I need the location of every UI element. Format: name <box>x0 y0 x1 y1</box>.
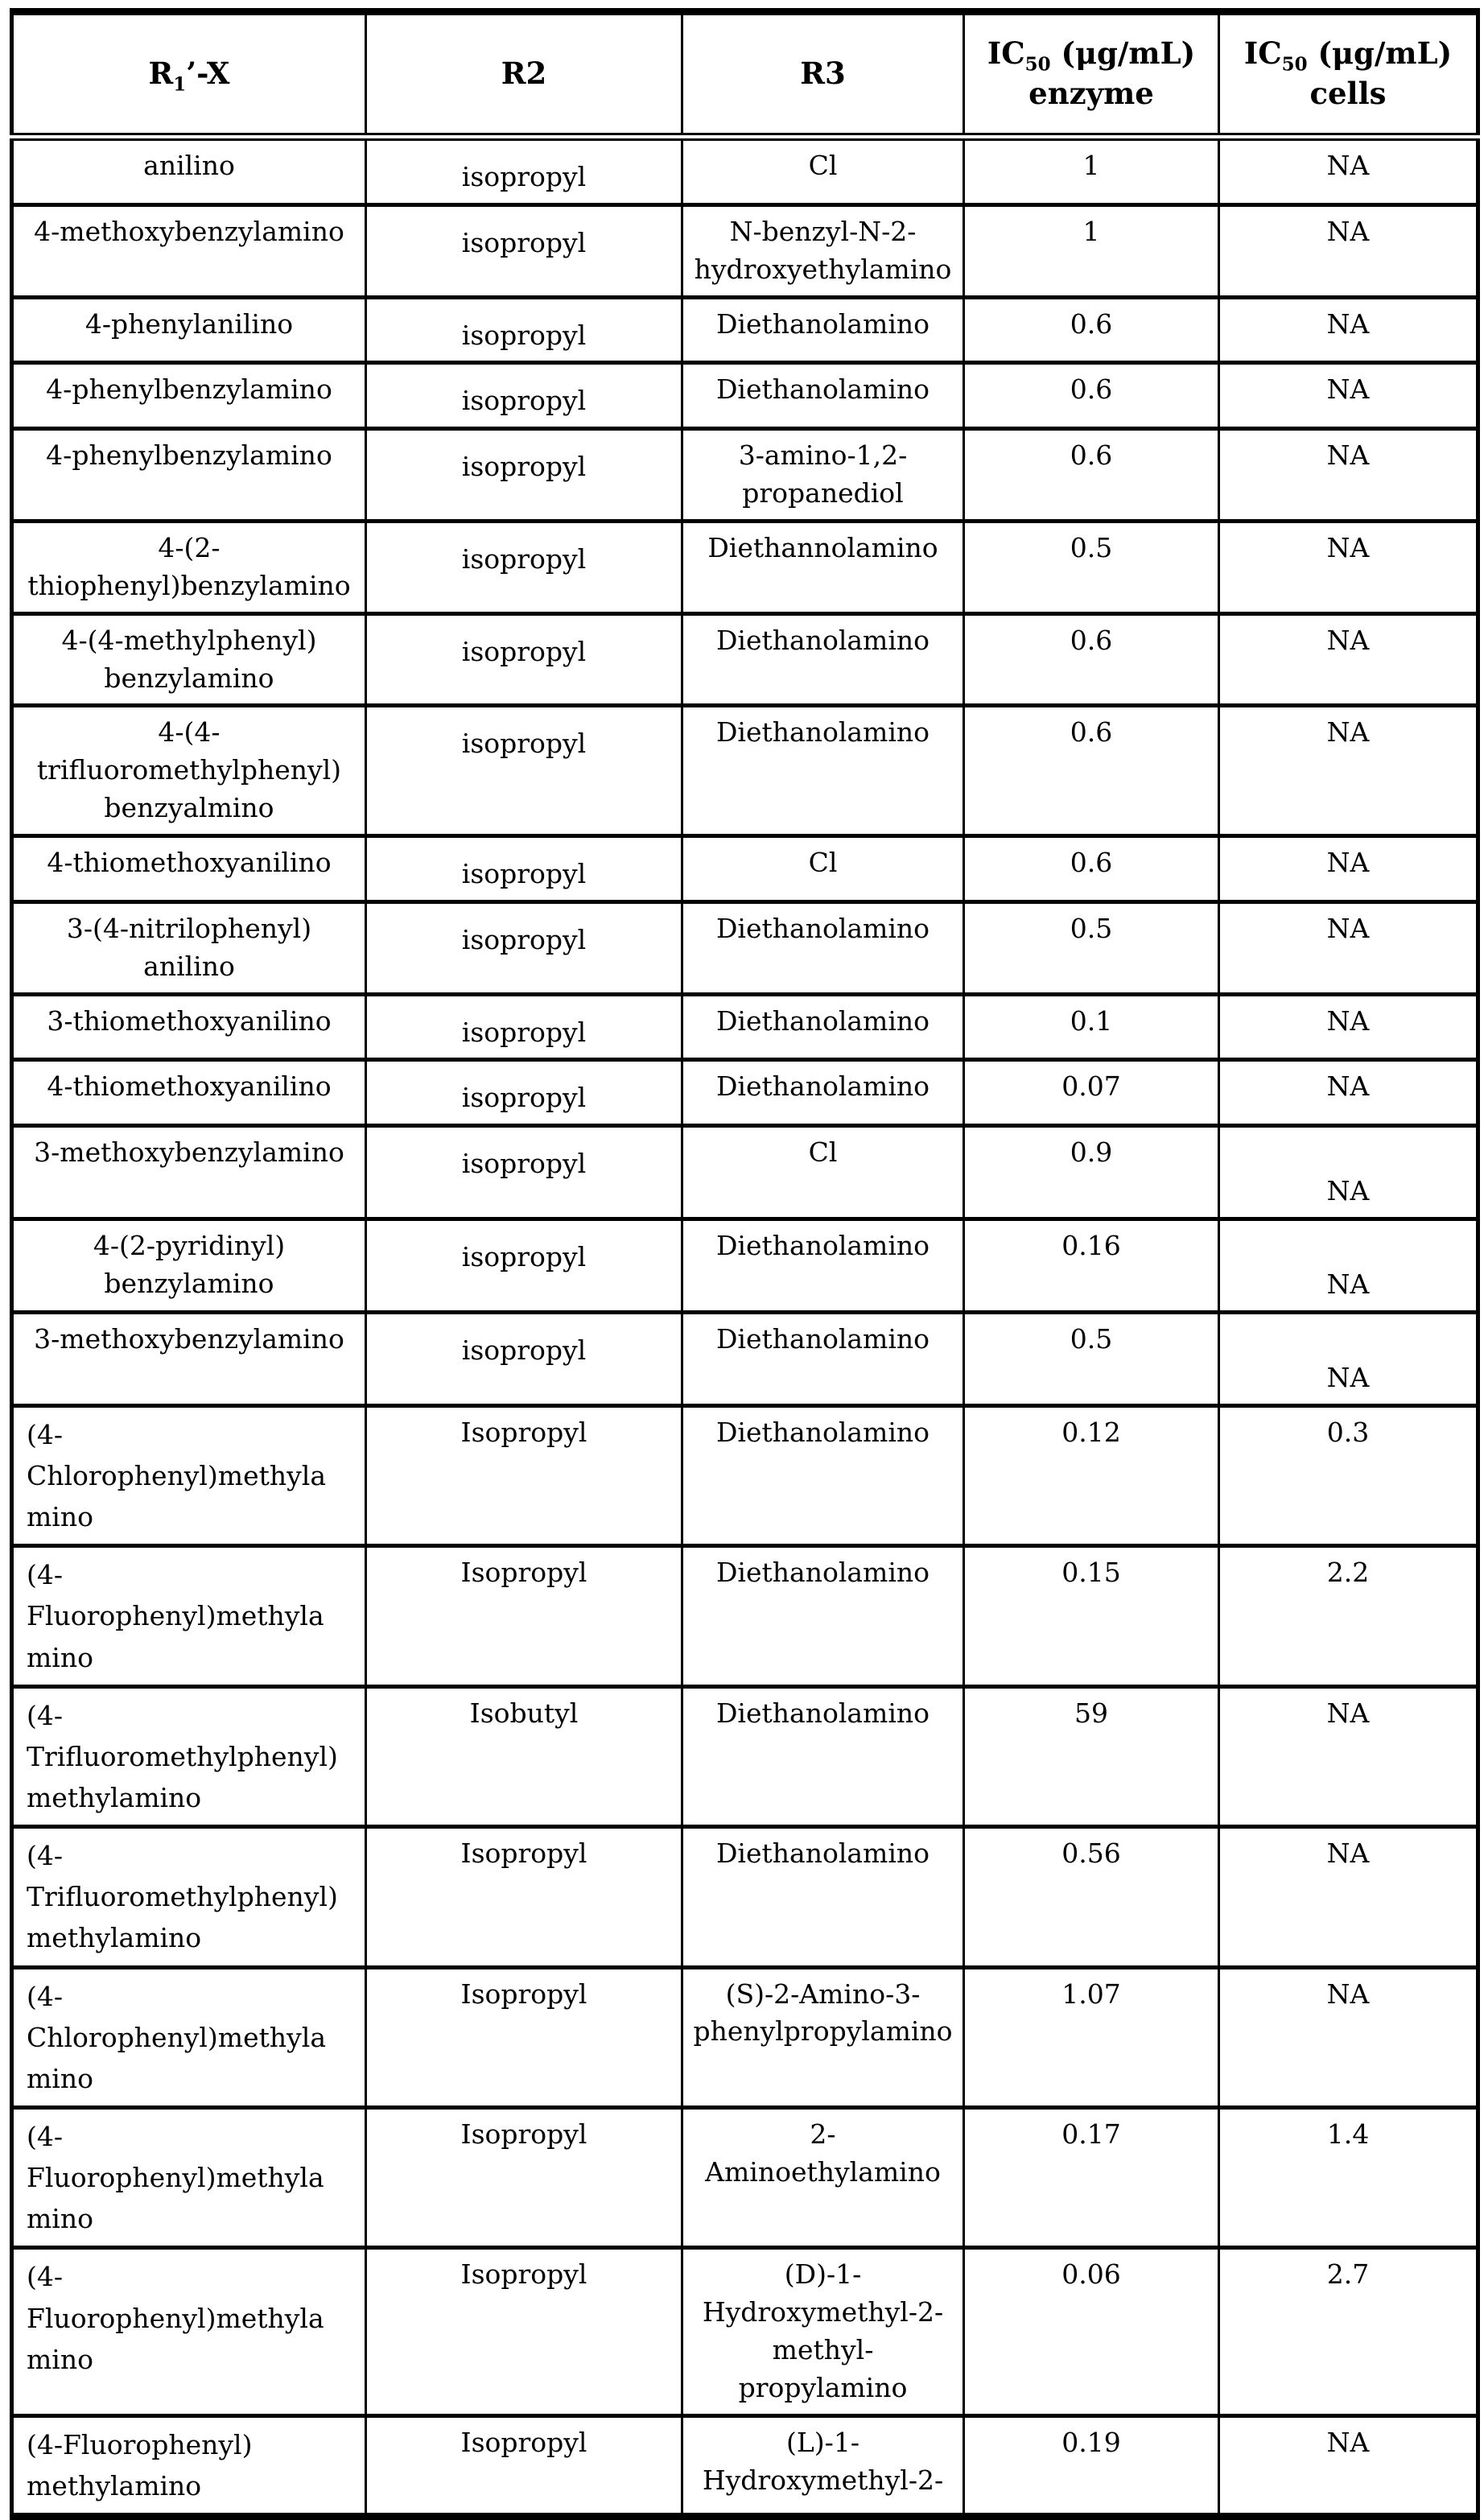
cell-r3 <box>682 994 964 1060</box>
cell-ic50-enzyme: 0.6 <box>964 836 1219 902</box>
cell-r1x <box>12 1313 366 1406</box>
cell-ic50-cells: NA <box>1219 1219 1478 1313</box>
cell-r1x <box>12 1967 366 2107</box>
r3-line: (L)-1- <box>786 2426 859 2458</box>
cell-ic50-enzyme: 0.07 <box>964 1060 1219 1126</box>
cell-r1x <box>12 901 366 994</box>
header-row <box>12 12 1478 138</box>
r1x-line: Trifluoromethylphenyl) <box>27 1881 338 1913</box>
column-header-r1x <box>12 12 366 138</box>
cell-r3 <box>682 204 964 297</box>
cell-ic50-enzyme: 0.5 <box>964 522 1219 614</box>
document-page <box>0 8 1484 2502</box>
table-row <box>12 297 1478 363</box>
table-row <box>12 204 1478 297</box>
table-row <box>12 429 1478 522</box>
table-row <box>12 522 1478 614</box>
cell-ic50-cells: NA <box>1219 363 1478 429</box>
r1x-line: 3-(4-nitrilophenyl) <box>66 912 312 944</box>
column-header-r3 <box>682 12 964 138</box>
r1x-line: thiophenyl)benzylamino <box>27 569 351 601</box>
cell-r2: isopropyl <box>366 836 682 902</box>
cell-ic50-enzyme: 0.6 <box>964 429 1219 522</box>
cell-r3 <box>682 1405 964 1545</box>
cell-r2: isopropyl <box>366 994 682 1060</box>
cell-ic50-cells: 2.2 <box>1219 1546 1478 1686</box>
r1x-line: (4- <box>27 2261 64 2293</box>
cell-r1x <box>12 2108 366 2248</box>
cell-ic50-enzyme: 59 <box>964 1686 1219 1826</box>
r1x-line: Chlorophenyl)methyla <box>27 2021 327 2053</box>
cell-r2: isopropyl <box>366 297 682 363</box>
cell-ic50-cells: NA <box>1219 522 1478 614</box>
r1x-line: Chlorophenyl)methyla <box>27 1460 327 1492</box>
cell-r1x <box>12 137 366 204</box>
r3-line: Diethanolamino <box>715 307 930 340</box>
cell-r1x <box>12 994 366 1060</box>
r1x-line: 4-thiomethoxyanilino <box>47 1070 332 1103</box>
cell-ic50-enzyme: 0.17 <box>964 2108 1219 2248</box>
r1x-line: 4-(4- <box>158 716 221 749</box>
r1x-line: (4- <box>27 1980 64 2012</box>
r3-line: Diethanolamino <box>715 716 930 749</box>
r1x-line: 3-methoxybenzylamino <box>34 1136 344 1169</box>
table-row <box>12 994 1478 1060</box>
table-row <box>12 2108 1478 2248</box>
cell-r1x <box>12 2248 366 2415</box>
cell-r2: Isobutyl <box>366 1686 682 1826</box>
cell-ic50-cells: NA <box>1219 2415 1478 2516</box>
cell-r2: isopropyl <box>366 137 682 204</box>
r1x-line: trifluoromethylphenyl) <box>36 754 342 786</box>
cell-ic50-cells: NA <box>1219 1313 1478 1406</box>
r1x-line: benzylamino <box>104 1268 274 1300</box>
table-row <box>12 1060 1478 1126</box>
cell-ic50-enzyme: 1.07 <box>964 1967 1219 2107</box>
cell-r2: isopropyl <box>366 901 682 994</box>
cell-r2: isopropyl <box>366 429 682 522</box>
cell-r3 <box>682 901 964 994</box>
r3-line: Hydroxymethyl-2- <box>702 2296 944 2328</box>
r1x-line: Fluorophenyl)methyla <box>27 1600 324 1632</box>
cell-r2: Isopropyl <box>366 1405 682 1545</box>
r1x-line: Fluorophenyl)methyla <box>27 2162 324 2194</box>
cell-ic50-cells: NA <box>1219 297 1478 363</box>
table-row <box>12 1827 1478 1967</box>
r3-line: 3-amino-1,2- <box>738 439 908 472</box>
cell-ic50-enzyme: 0.6 <box>964 297 1219 363</box>
cell-r3 <box>682 706 964 836</box>
r1x-line: (4- <box>27 1840 64 1872</box>
column-header-ic50-cells <box>1219 12 1478 138</box>
r1x-line: mino <box>27 1501 93 1533</box>
r1x-line: mino <box>27 2203 93 2235</box>
cell-r1x <box>12 1219 366 1313</box>
table-header <box>12 12 1478 138</box>
subscript: 1 <box>173 73 187 96</box>
cell-ic50-enzyme: 0.5 <box>964 901 1219 994</box>
cell-r1x <box>12 1686 366 1826</box>
cell-ic50-cells: 1.4 <box>1219 2108 1478 2248</box>
table-row <box>12 613 1478 706</box>
r1x-line: Fluorophenyl)methyla <box>27 2302 324 2334</box>
table-row <box>12 1546 1478 1686</box>
cell-ic50-cells: NA <box>1219 1967 1478 2107</box>
column-header-r2 <box>366 12 682 138</box>
r3-line: hydroxyethylamino <box>694 253 952 285</box>
cell-ic50-cells: NA <box>1219 1126 1478 1219</box>
cell-r3 <box>682 1060 964 1126</box>
cell-r1x <box>12 613 366 706</box>
cell-ic50-enzyme: 0.56 <box>964 1827 1219 1967</box>
r1x-line: 4-phenylbenzylamino <box>46 439 332 472</box>
cell-ic50-enzyme: 0.15 <box>964 1546 1219 1686</box>
cell-r3 <box>682 1827 964 1967</box>
cell-ic50-enzyme: 0.16 <box>964 1219 1219 1313</box>
table-row <box>12 836 1478 902</box>
cell-r2: isopropyl <box>366 706 682 836</box>
cell-ic50-cells: NA <box>1219 204 1478 297</box>
table-row <box>12 1405 1478 1545</box>
cell-ic50-cells: NA <box>1219 1827 1478 1967</box>
cell-r2: isopropyl <box>366 1060 682 1126</box>
table-row <box>12 706 1478 836</box>
cell-r3 <box>682 1313 964 1406</box>
cell-r3 <box>682 363 964 429</box>
table-row <box>12 1967 1478 2107</box>
r1x-line: (4- <box>27 1559 64 1591</box>
cell-ic50-enzyme: 0.06 <box>964 2248 1219 2415</box>
cell-r1x <box>12 1126 366 1219</box>
cell-r1x <box>12 836 366 902</box>
r3-line: 2- <box>810 2118 836 2151</box>
r1x-line: anilino <box>143 950 235 982</box>
compound-table <box>10 8 1480 2520</box>
cell-r2: Isopropyl <box>366 1967 682 2107</box>
r1x-line: methylamino <box>27 1922 202 1954</box>
table-row <box>12 1126 1478 1219</box>
cell-r2: isopropyl <box>366 1219 682 1313</box>
r3-line: Diethannolamino <box>707 532 938 564</box>
r3-line: Cl <box>808 847 838 879</box>
r3-line: Diethanolamino <box>715 1323 930 1355</box>
header-r1x-label: $R_1’-X$ <box>148 56 230 96</box>
cell-ic50-enzyme: 1 <box>964 137 1219 204</box>
cell-r1x <box>12 706 366 836</box>
r3-line: Diethanolamino <box>715 1837 930 1870</box>
cell-r1x <box>12 204 366 297</box>
r1x-line: mino <box>27 2062 93 2094</box>
r3-line: Diethanolamino <box>715 1557 930 1589</box>
header-r2-label: R2 <box>501 56 547 92</box>
r1x-line: 4-(2- <box>158 532 221 564</box>
cell-r3 <box>682 1546 964 1686</box>
cell-ic50-cells: 0.3 <box>1219 1405 1478 1545</box>
r1x-line: 4-phenylanilino <box>85 307 294 340</box>
cell-r1x <box>12 429 366 522</box>
table-row <box>12 2415 1478 2516</box>
r3-line: Cl <box>808 150 838 181</box>
cell-r2: isopropyl <box>366 204 682 297</box>
r3-line: Hydroxymethyl-2- <box>702 2464 944 2496</box>
cell-r1x <box>12 522 366 614</box>
cell-r3 <box>682 2415 964 2516</box>
header-r3-label: R3 <box>800 56 846 92</box>
cell-ic50-cells: NA <box>1219 901 1478 994</box>
cell-r3 <box>682 137 964 204</box>
cell-r2: isopropyl <box>366 363 682 429</box>
cell-r2: isopropyl <box>366 522 682 614</box>
cell-r1x <box>12 2415 366 2516</box>
table-body <box>12 137 1478 2517</box>
cell-r1x <box>12 1405 366 1545</box>
r1x-line: Trifluoromethylphenyl) <box>27 1740 338 1772</box>
cell-ic50-enzyme: 0.19 <box>964 2415 1219 2516</box>
r1x-line: 3-thiomethoxyanilino <box>47 1004 332 1037</box>
r1x-line: anilino <box>143 150 235 181</box>
cell-r2: isopropyl <box>366 1313 682 1406</box>
cell-ic50-cells: NA <box>1219 1686 1478 1826</box>
r3-line: (D)-1- <box>784 2258 862 2291</box>
cell-ic50-enzyme: 0.12 <box>964 1405 1219 1545</box>
header-ic50-enzyme-label: $IC_{50}$ (μg/mL) <box>987 35 1196 76</box>
r3-line: Diethanolamino <box>715 1697 930 1729</box>
table-row <box>12 137 1478 204</box>
table-row <box>12 363 1478 429</box>
column-header-ic50-enzyme <box>964 12 1219 138</box>
cell-ic50-enzyme: 0.9 <box>964 1126 1219 1219</box>
cell-r3 <box>682 522 964 614</box>
cell-r3 <box>682 836 964 902</box>
subscript: 50 <box>1024 53 1051 76</box>
r1x-line: 3-methoxybenzylamino <box>34 1323 344 1355</box>
r3-line: Diethanolamino <box>715 1230 930 1262</box>
r1x-line: 4-methoxybenzylamino <box>34 215 344 247</box>
r1x-line: (4- <box>27 1418 64 1450</box>
r1x-line: (4-Fluorophenyl) <box>27 2428 253 2460</box>
cell-ic50-cells: NA <box>1219 613 1478 706</box>
cell-r1x <box>12 1060 366 1126</box>
cell-r3 <box>682 297 964 363</box>
table-row <box>12 1686 1478 1826</box>
r1x-line: benzyalmino <box>104 792 274 824</box>
cell-r2: Isopropyl <box>366 2415 682 2516</box>
r3-line: Aminoethylamino <box>705 2155 941 2188</box>
r3-line: propylamino <box>738 2372 908 2404</box>
table-row <box>12 1219 1478 1313</box>
cell-r1x <box>12 1546 366 1686</box>
table-row <box>12 1313 1478 1406</box>
cell-r3 <box>682 2248 964 2415</box>
table-row <box>12 901 1478 994</box>
cell-r3 <box>682 2108 964 2248</box>
r1x-line: mino <box>27 1641 93 1673</box>
cell-r2: Isopropyl <box>366 2108 682 2248</box>
cell-r3 <box>682 1219 964 1313</box>
cell-ic50-cells: NA <box>1219 137 1478 204</box>
cell-ic50-cells: NA <box>1219 706 1478 836</box>
cell-ic50-cells: NA <box>1219 1060 1478 1126</box>
cell-r3 <box>682 1686 964 1826</box>
header-ic50-enzyme-sublabel: enzyme <box>1028 76 1154 111</box>
cell-r2: isopropyl <box>366 613 682 706</box>
cell-r2: Isopropyl <box>366 2248 682 2415</box>
cell-ic50-enzyme: 0.6 <box>964 363 1219 429</box>
r3-line: propanediol <box>742 477 904 509</box>
r1x-line: methylamino <box>27 1782 202 1814</box>
r3-line: Diethanolamino <box>715 912 930 944</box>
cell-ic50-enzyme: 0.6 <box>964 613 1219 706</box>
header-ic50-cells-label: $IC_{50}$ (μg/mL) <box>1243 35 1453 76</box>
subscript: 50 <box>1281 53 1308 76</box>
r1x-line: mino <box>27 2343 93 2375</box>
r1x-line: 4-(4-methylphenyl) <box>61 624 317 656</box>
r1x-line: 4-thiomethoxyanilino <box>47 847 332 879</box>
r3-line: Diethanolamino <box>715 1004 930 1037</box>
cell-ic50-cells: NA <box>1219 994 1478 1060</box>
r1x-line: 4-phenylbenzylamino <box>46 373 332 406</box>
cell-ic50-enzyme: 1 <box>964 204 1219 297</box>
r3-line: phenylpropylamino <box>693 2015 953 2048</box>
cell-r1x <box>12 1827 366 1967</box>
r3-line: Diethanolamino <box>715 624 930 656</box>
cell-r3 <box>682 613 964 706</box>
cell-r2: Isopropyl <box>366 1546 682 1686</box>
cell-ic50-enzyme: 0.6 <box>964 706 1219 836</box>
r1x-line: (4- <box>27 1699 64 1731</box>
cell-r2: isopropyl <box>366 1126 682 1219</box>
r3-line: Cl <box>808 1136 838 1169</box>
header-ic50-cells-sublabel: cells <box>1309 76 1387 111</box>
cell-r3 <box>682 1126 964 1219</box>
r3-line: Diethanolamino <box>715 1416 930 1448</box>
cell-ic50-cells: NA <box>1219 429 1478 522</box>
cell-r3 <box>682 1967 964 2107</box>
r1x-line: methylamino <box>27 2470 202 2502</box>
cell-ic50-enzyme: 0.1 <box>964 994 1219 1060</box>
cell-ic50-cells: NA <box>1219 836 1478 902</box>
r1x-line: 4-(2-pyridinyl) <box>93 1230 286 1262</box>
r3-line: N-benzyl-N-2- <box>729 215 917 247</box>
r3-line: (S)-2-Amino-3- <box>725 1978 921 2010</box>
r3-line: methyl- <box>772 2334 874 2366</box>
cell-ic50-cells: 2.7 <box>1219 2248 1478 2415</box>
r1x-line: (4- <box>27 2121 64 2153</box>
cell-r1x <box>12 363 366 429</box>
cell-ic50-enzyme: 0.5 <box>964 1313 1219 1406</box>
cell-r3 <box>682 429 964 522</box>
r3-line: Diethanolamino <box>715 1070 930 1103</box>
r3-line: Diethanolamino <box>715 373 930 406</box>
cell-r2: Isopropyl <box>366 1827 682 1967</box>
cell-r1x <box>12 297 366 363</box>
table-row <box>12 2248 1478 2415</box>
r1x-line: benzylamino <box>104 662 274 694</box>
